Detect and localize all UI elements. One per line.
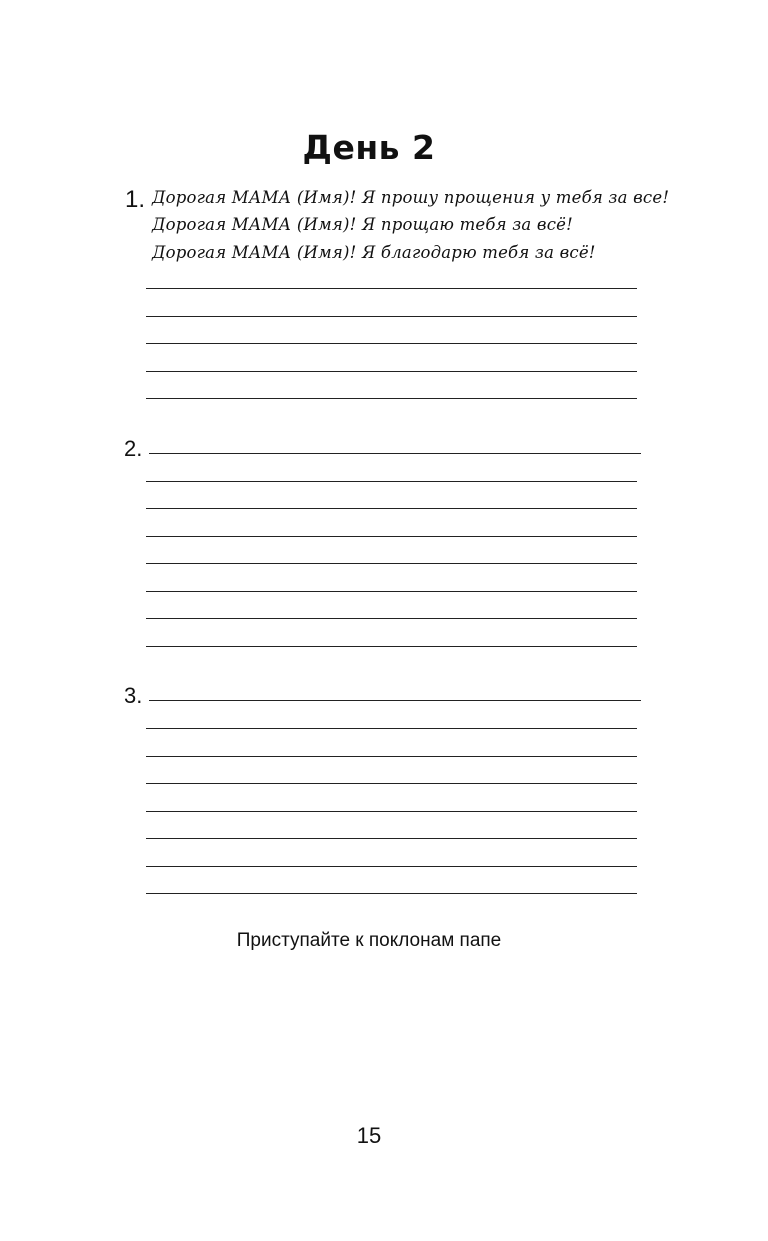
- writing-line[interactable]: [146, 288, 637, 289]
- writing-line[interactable]: [146, 536, 637, 537]
- writing-line[interactable]: [146, 838, 637, 839]
- section-1-example-line: Дорогая МАМА (Имя)! Я прошу прощения у тебя за все!: [152, 188, 670, 207]
- writing-line[interactable]: [146, 866, 637, 867]
- writing-line[interactable]: [146, 316, 637, 317]
- writing-line[interactable]: [146, 563, 637, 564]
- section-1-example-line: Дорогая МАМА (Имя)! Я прощаю тебя за всё!: [152, 215, 573, 234]
- section-3-number: 3.: [124, 683, 143, 708]
- writing-line[interactable]: [146, 343, 637, 344]
- writing-line[interactable]: [146, 618, 637, 619]
- writing-line[interactable]: [146, 591, 637, 592]
- writing-line[interactable]: [146, 398, 637, 399]
- writing-line[interactable]: [146, 893, 637, 894]
- writing-line[interactable]: [149, 453, 641, 454]
- writing-line[interactable]: [146, 756, 637, 757]
- page-number: 15: [356, 1123, 382, 1148]
- writing-line[interactable]: [146, 371, 637, 372]
- footer-note: Приступайте к поклонам папе: [236, 930, 502, 951]
- writing-line[interactable]: [146, 508, 637, 509]
- writing-line[interactable]: [146, 811, 637, 812]
- section-1-number: 1.: [125, 186, 146, 213]
- writing-line[interactable]: [146, 728, 637, 729]
- page-title: День 2: [302, 128, 436, 167]
- writing-line[interactable]: [146, 646, 637, 647]
- writing-line[interactable]: [146, 783, 637, 784]
- section-2-number: 2.: [124, 436, 143, 461]
- writing-line[interactable]: [149, 700, 641, 701]
- section-1-example-line: Дорогая МАМА (Имя)! Я благодарю тебя за всё!: [152, 243, 596, 262]
- writing-line[interactable]: [146, 481, 637, 482]
